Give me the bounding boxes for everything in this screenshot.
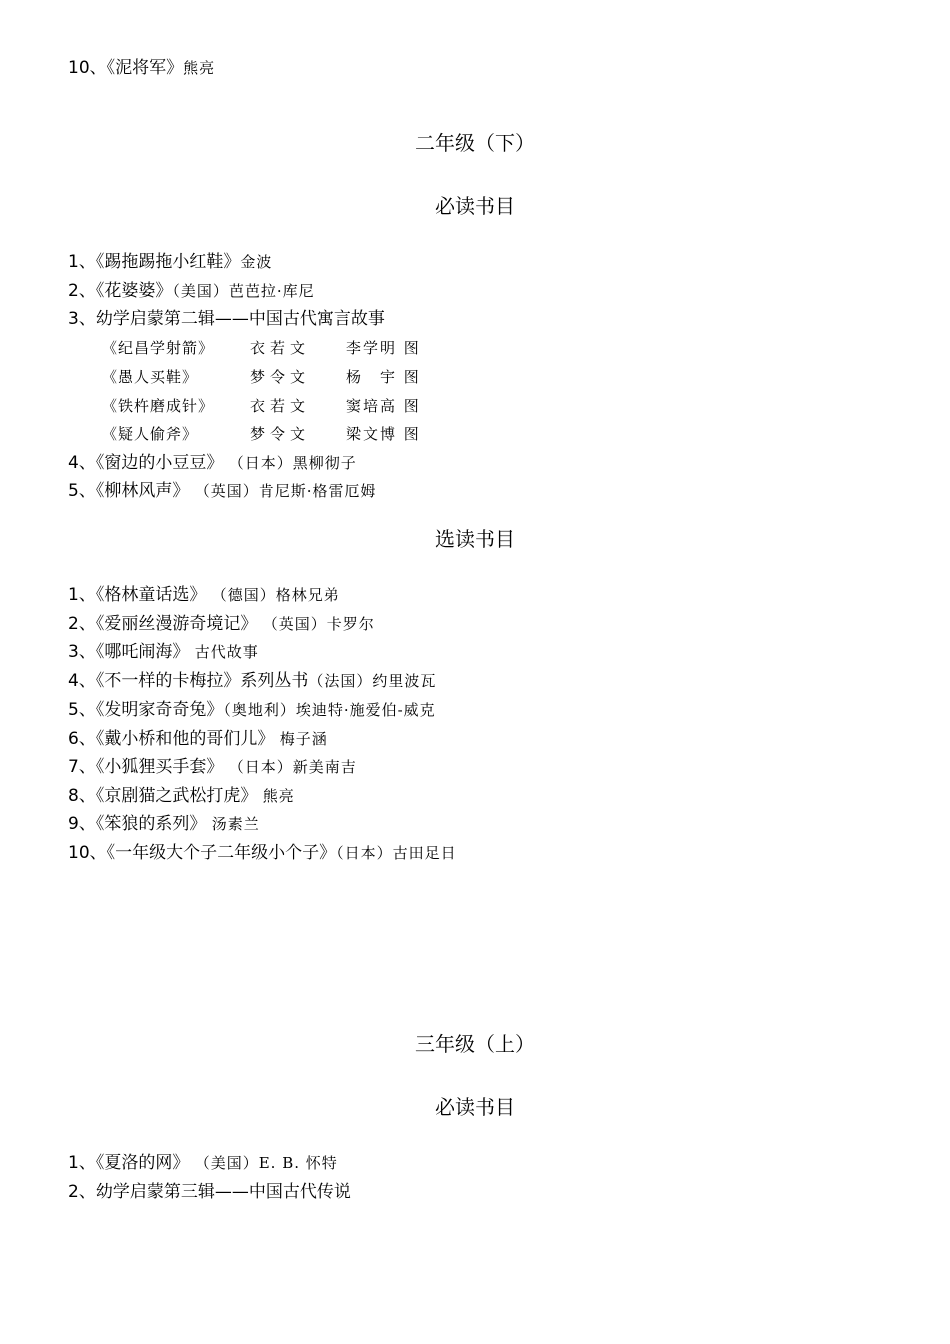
sub-item-title: 《疑人偷斧》 (102, 425, 199, 443)
list-item (68, 697, 436, 723)
sub-item (102, 335, 421, 361)
item-title: 《不一样的卡梅拉》系列丛书 (95, 671, 309, 691)
item-author: （法国）约里波瓦 (308, 672, 437, 690)
item-author: 熊亮 (262, 787, 295, 805)
item-number: 10、 (68, 58, 107, 78)
list-item (68, 811, 260, 837)
sub-item-author: 梦令文 (250, 425, 311, 443)
item-title: 《泥将军》 (106, 58, 184, 78)
list-item (68, 582, 340, 608)
item-title: 《京剧猫之武松打虎》 (95, 786, 258, 806)
sub-item-author: 梦令文 (250, 368, 311, 386)
list-item (68, 450, 357, 476)
item-number: 4、 (68, 671, 96, 691)
item-number: 8、 (68, 786, 96, 806)
sub-item-illustrator: 窦培高 图 (346, 397, 421, 415)
item-title: 幼学启蒙第二辑——中国古代寓言故事 (95, 309, 385, 329)
item-title: 《发明家奇奇兔》 (95, 700, 224, 720)
sub-item-illustrator: 杨 宇 图 (346, 368, 421, 386)
sub-item (102, 393, 421, 419)
item-number: 2、 (68, 281, 96, 301)
item-title: 《小狐狸买手套》 (95, 757, 224, 777)
item-author: （美国）E. B. 怀特 (194, 1154, 338, 1172)
list-item (68, 1179, 351, 1205)
item-title: 《笨狼的系列》 (95, 814, 207, 834)
item-title: 《哪吒闹海》 (95, 642, 190, 662)
list-item (68, 278, 315, 304)
list-item (68, 754, 357, 780)
item-number: 1、 (68, 1153, 96, 1173)
sub-item-author: 衣若文 (250, 339, 311, 357)
item-author: （英国）肯尼斯·格雷厄姆 (194, 482, 377, 500)
optional-heading: 选读书目 (435, 527, 515, 551)
item-number: 4、 (68, 453, 96, 473)
item-number: 7、 (68, 757, 96, 777)
list-item (68, 306, 385, 332)
item-author: （日本）新美南吉 (228, 758, 357, 776)
list-item (68, 478, 377, 504)
grade-heading: 二年级（下） (415, 131, 535, 155)
list-item (68, 840, 457, 866)
item-author: 熊亮 (183, 59, 216, 77)
item-number: 5、 (68, 481, 96, 501)
sub-item (102, 421, 421, 447)
list-item (68, 55, 215, 81)
item-author: （德国）格林兄弟 (211, 586, 340, 604)
item-author: （日本）黑柳彻子 (228, 454, 357, 472)
item-number: 5、 (68, 700, 96, 720)
item-title: 《窗边的小豆豆》 (95, 453, 224, 473)
item-author: 汤素兰 (211, 815, 260, 833)
list-item (68, 726, 328, 752)
item-title: 《夏洛的网》 (95, 1153, 190, 1173)
item-author: 金波 (240, 253, 273, 271)
list-item (68, 783, 295, 809)
grade-heading: 三年级（上） (415, 1032, 535, 1056)
item-number: 2、 (68, 614, 96, 634)
item-title: 《一年级大个子二年级小个子》 (106, 843, 337, 863)
item-number: 10、 (68, 843, 107, 863)
item-author: （美国）芭芭拉·库尼 (172, 282, 315, 300)
item-title: 《戴小桥和他的哥们儿》 (95, 729, 275, 749)
item-author: （英国）卡罗尔 (262, 615, 375, 633)
item-author: 梅子涵 (279, 730, 328, 748)
sub-item-illustrator: 李学明 图 (346, 339, 421, 357)
list-item (68, 1150, 338, 1176)
item-number: 3、 (68, 642, 96, 662)
item-author: （日本）古田足日 (336, 844, 457, 862)
item-number: 3、 (68, 309, 96, 329)
list-item (68, 249, 272, 275)
required-heading: 必读书目 (435, 194, 515, 218)
item-title: 幼学启蒙第三辑——中国古代传说 (95, 1182, 351, 1202)
item-author: （奥地利）埃迪特·施爱伯-威克 (223, 701, 436, 719)
sub-item-title: 《纪昌学射箭》 (102, 339, 215, 357)
list-item (68, 611, 375, 637)
item-number: 6、 (68, 729, 96, 749)
list-item (68, 639, 259, 665)
list-item (68, 668, 436, 694)
item-title: 《柳林风声》 (95, 481, 190, 501)
item-title: 《爱丽丝漫游奇境记》 (95, 614, 258, 634)
required-heading: 必读书目 (435, 1095, 515, 1119)
item-number: 1、 (68, 585, 96, 605)
item-number: 1、 (68, 252, 96, 272)
item-number: 2、 (68, 1182, 96, 1202)
sub-item-illustrator: 梁文博 图 (346, 425, 421, 443)
item-title: 《踢拖踢拖小红鞋》 (95, 252, 241, 272)
item-title: 《花婆婆》 (95, 281, 173, 301)
sub-item-title: 《铁杵磨成针》 (102, 397, 215, 415)
item-number: 9、 (68, 814, 96, 834)
item-author: 古代故事 (194, 643, 259, 661)
sub-item (102, 364, 421, 390)
sub-item-title: 《愚人买鞋》 (102, 368, 199, 386)
sub-item-author: 衣若文 (250, 397, 311, 415)
item-title: 《格林童话选》 (95, 585, 207, 605)
